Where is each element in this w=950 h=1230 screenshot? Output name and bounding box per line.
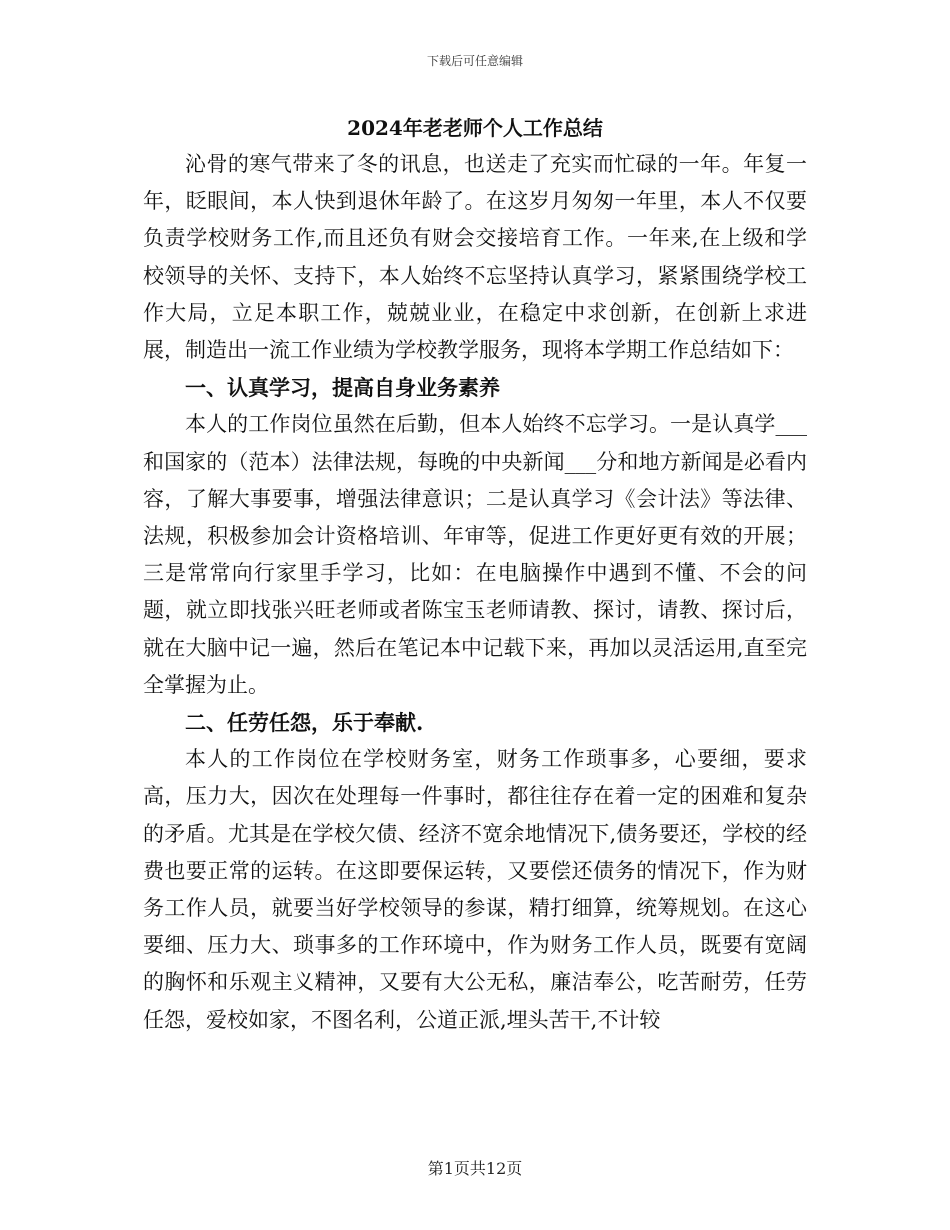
section-1-paragraph: 本人的工作岗位虽然在后勤，但本人始终不忘学习。一是认真学___和国家的（范本）法律法规，每晚的中央新闻___分和地方新闻是必看内容，了解大事要事，增强法律意识；二是认真学习《会计法》等法律、法规，积极参加会计资格培训、年审等，促进工作更好更有效的开展；三是常常向行家里手学习，比如：在电脑操作中遇到不懂、不会的问题，就立即找张兴旺老师或者陈宝玉老师请教、探讨，请教、探讨后，就在大脑中记一遍，然后在笔记本中记载下来，再加以灵活运用,直至完全掌握为止。 bbox=[143, 412, 807, 697]
section-2-paragraph: 本人的工作岗位在学校财务室，财务工作琐事多，心要细，要求高，压力大，因次在处理每一件事时，都往往存在着一定的困难和复杂的矛盾。尤其是在学校欠债、经济不宽余地情况下,债务要还，学校的经费也要正常的运转。在这即要保运转，又要偿还债务的情况下，作为财务工作人员，就要当好学校领导的参谋，精打细算，统筹规划。在这心要细、压力大、琐事多的工作环境中，作为财务工作人员，既要有宽阔的胸怀和乐观主义精神，又要有大公无私，廉洁奉公，吃苦耐劳，任劳任怨，爱校如家，不图名利，公道正派,埋头苦干,不计较 bbox=[143, 747, 807, 1032]
section-heading-1: 一、认真学习，提高自身业务素养 bbox=[185, 375, 500, 401]
document-title: 2024年老老师个人工作总结 bbox=[347, 116, 603, 140]
page-footer-number: 第1页共12页 bbox=[427, 1159, 523, 1178]
section-heading-2: 二、任劳任怨，乐于奉献. bbox=[185, 710, 424, 736]
document-body bbox=[143, 146, 807, 1039]
intro-paragraph: 沁骨的寒气带来了冬的讯息，也送走了充实而忙碌的一年。年复一年，眨眼间，本人快到退休年龄了。在这岁月匆匆一年里，本人不仅要负责学校财务工作,而且还负有财会交接培育工作。一年来,在上级和学校领导的关怀、支持下，本人始终不忘坚持认真学习，紧紧围绕学校工作大局，立足本职工作，兢兢业业，在稳定中求创新，在创新上求进展，制造出一流工作业绩为学校教学服务，现将本学期工作总结如下： bbox=[143, 152, 807, 363]
page-header-note: 下载后可任意编辑 bbox=[426, 54, 523, 68]
